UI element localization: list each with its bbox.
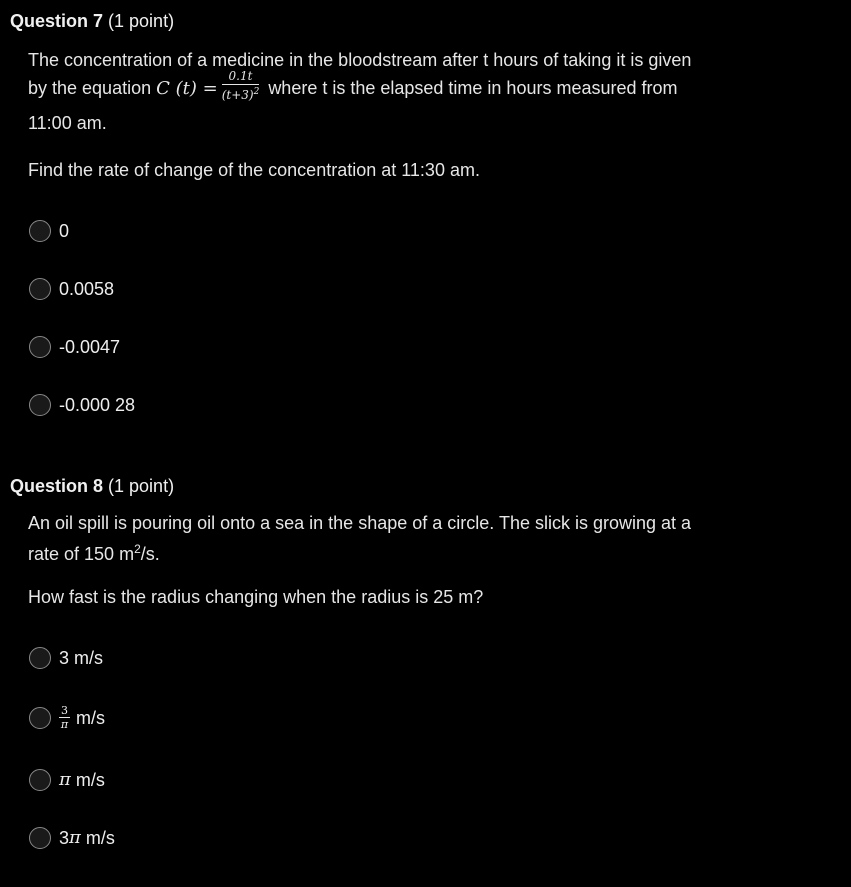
question-points: (1 point) xyxy=(108,476,175,496)
question-8-text-line1: An oil spill is pouring oil onto a sea in the shape of a circle. The slick is growing at a xyxy=(28,513,692,533)
equation-lhs: C (t) = xyxy=(156,77,218,99)
option-label: -0.000 28 xyxy=(59,395,136,415)
option-coefficient: 3 xyxy=(59,828,70,848)
denominator-exponent: 2 xyxy=(253,87,260,97)
option-unit: m/s xyxy=(85,828,115,848)
radio-button[interactable] xyxy=(29,336,51,358)
question-7 xyxy=(0,0,851,440)
question-8-prompt: How fast is the radius changing when the radius is 25 m? xyxy=(28,587,484,607)
pi-symbol: π xyxy=(69,827,81,848)
radio-button[interactable] xyxy=(29,647,51,669)
question-8 xyxy=(0,465,851,887)
option-unit: m/s xyxy=(75,770,105,790)
question-7-text-line3: 11:00 am. xyxy=(28,113,107,133)
denominator-base: (t+3) xyxy=(221,88,254,102)
fraction-denominator xyxy=(222,85,260,102)
q8-option-2[interactable] xyxy=(29,705,105,731)
option-label: 0 xyxy=(59,221,70,241)
question-8-title xyxy=(10,475,174,497)
option-fraction xyxy=(59,705,70,730)
q7-option-3[interactable] xyxy=(29,334,120,360)
question-7-text-line2 xyxy=(28,69,788,105)
equation-intro: by the equation xyxy=(28,77,157,98)
radio-button[interactable] xyxy=(29,220,51,242)
rate-text: rate of 150 m xyxy=(28,544,135,564)
q7-option-2[interactable] xyxy=(29,276,114,302)
question-8-text-line2 xyxy=(28,536,788,567)
option-label: 0.0058 xyxy=(59,279,115,299)
fraction-numerator: 0.1t xyxy=(222,70,260,85)
equation-fraction xyxy=(222,70,260,102)
question-number: Question 8 xyxy=(10,476,104,496)
radio-button[interactable] xyxy=(29,769,51,791)
option-label xyxy=(59,827,115,849)
question-7-text-line1: The concentration of a medicine in the bloodstream after t hours of taking it is given xyxy=(28,50,692,70)
question-7-title xyxy=(10,10,174,32)
pi-symbol: π xyxy=(59,769,71,790)
option-label: -0.0047 xyxy=(59,337,121,357)
unit-exponent: 2 xyxy=(134,542,141,556)
question-points: (1 point) xyxy=(108,11,175,31)
q7-option-4[interactable] xyxy=(29,392,135,418)
radio-button[interactable] xyxy=(29,394,51,416)
q8-option-1[interactable] xyxy=(29,645,103,671)
q8-option-4[interactable] xyxy=(29,825,115,851)
option-label xyxy=(59,769,105,791)
option-label xyxy=(59,703,105,731)
q7-option-1[interactable] xyxy=(29,218,69,244)
question-number: Question 7 xyxy=(10,11,104,31)
question-7-prompt: Find the rate of change of the concentration at 11:30 am. xyxy=(28,160,480,180)
radio-button[interactable] xyxy=(29,278,51,300)
q8-option-3[interactable] xyxy=(29,767,105,793)
option-label: 3 m/s xyxy=(59,648,104,668)
option-unit: m/s xyxy=(76,708,105,728)
fraction-numerator: 3 xyxy=(61,703,68,717)
radio-button[interactable] xyxy=(29,827,51,849)
fraction-denominator: π xyxy=(60,717,69,731)
radio-button[interactable] xyxy=(29,707,51,729)
equation-explanation: where t is the elapsed time in hours measured from xyxy=(268,77,678,98)
rate-unit: /s. xyxy=(140,544,160,564)
